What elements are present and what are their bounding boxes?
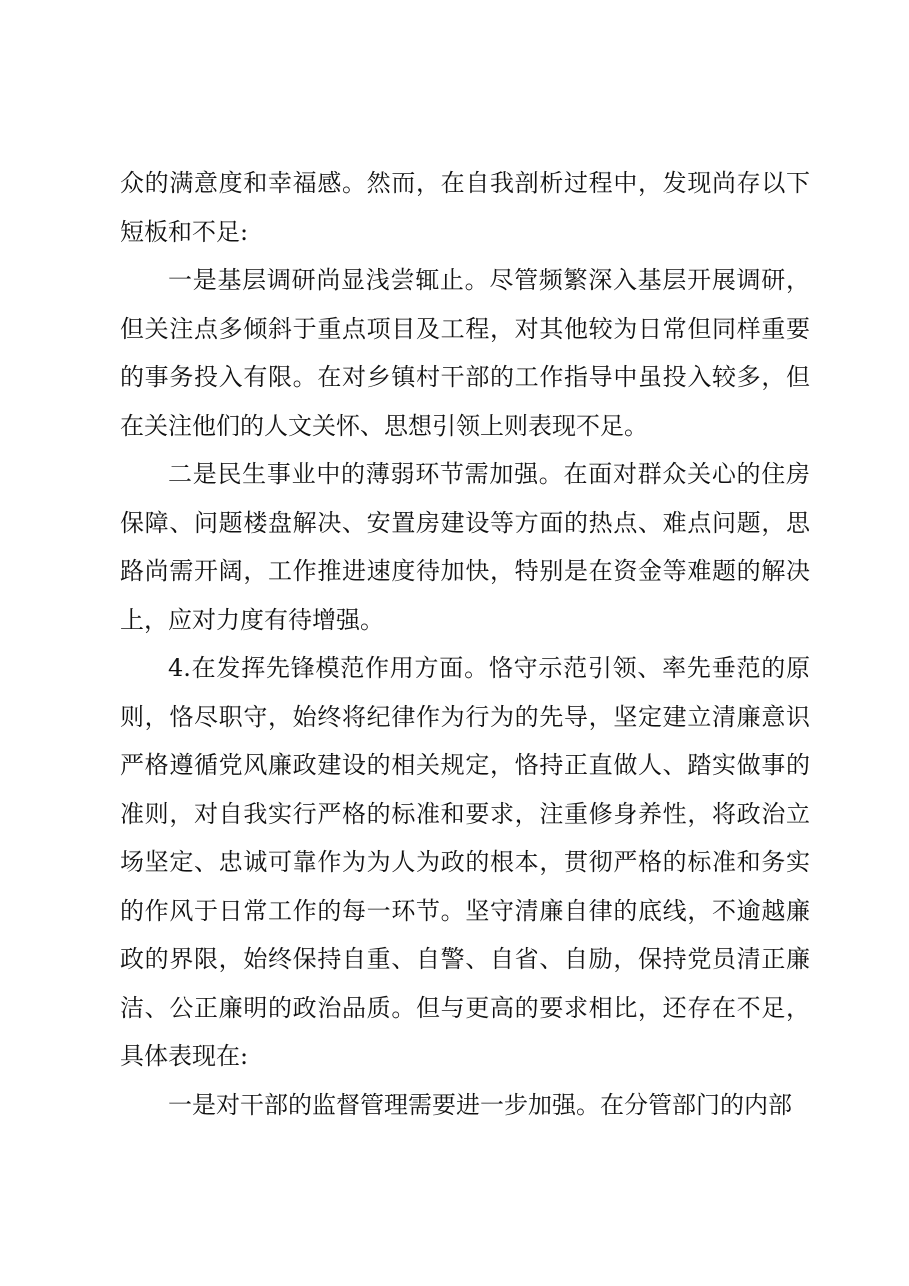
paragraph-livelihood: 二是民生事业中的薄弱环节需加强。在面对群众关心的住房保障、问题楼盘解决、安置房建设等方面的热点、难点问题，思路尚需开阔，工作推进速度待加快，特别是在资金等难题的解决上，应对力度有待增强。 bbox=[120, 460, 810, 634]
paragraph-exemplary-role: 4.在发挥先锋模范作用方面。恪守示范引领、率先垂范的原则，恪尽职守，始终将纪律作为行为的先导，坚定建立清廉意识严格遵循党风廉政建设的相关规定，恪持正直做人、踏实做事的准则，对自我实行严格的标准和要求，注重修身养性，将政治立场坚定、忠诚可靠作为为人为政的根本，贯彻严格的标准和务实的作风于日常工作的每一环节。坚守清廉自律的底线，不逾越廉政的界限，始终保持自重、自警、自省、自励，保持党员清正廉洁、公正廉明的政治品质。但与更高的要求相比，还存在不足，具体表现在: bbox=[120, 654, 810, 1070]
document-body bbox=[120, 159, 810, 1129]
paragraph-continuation: 众的满意度和幸福感。然而，在自我剖析过程中，发现尚存以下短板和不足: bbox=[120, 169, 810, 246]
paragraph-cadre-supervision: 一是对干部的监督管理需要进一步加强。在分管部门的内部 bbox=[168, 1090, 792, 1119]
paragraph-grassroots-research: 一是基层调研尚显浅尝辄止。尽管频繁深入基层开展调研，但关注点多倾斜于重点项目及工程，对其他较为日常但同样重要的事务投入有限。在对乡镇村干部的工作指导中虽投入较多，但在关注他们的人文关怀、思想引领上则表现不足。 bbox=[120, 266, 810, 440]
